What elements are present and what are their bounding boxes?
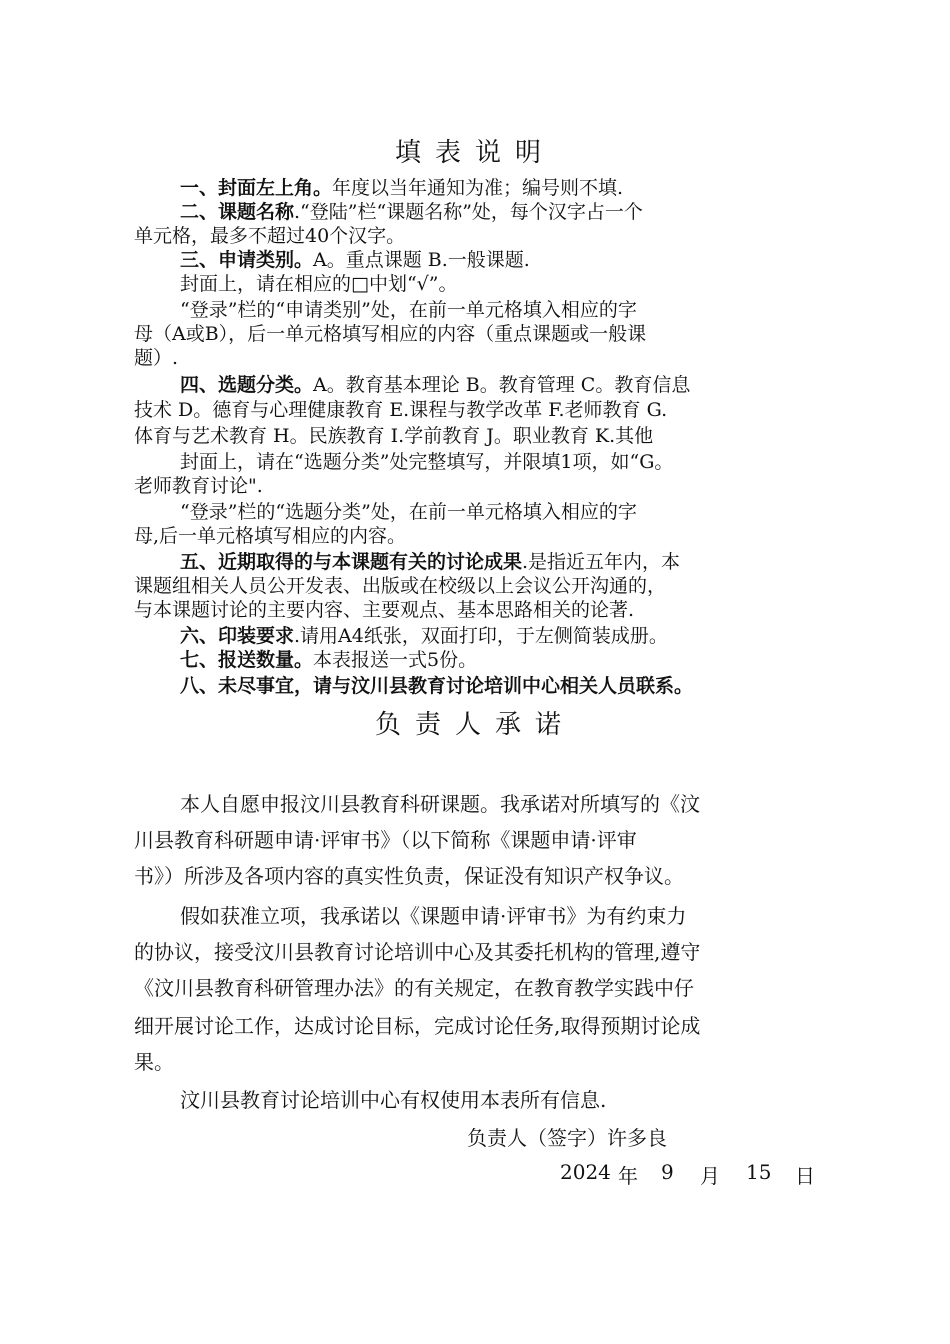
- item5-text: .是指近五年内，本: [522, 551, 681, 573]
- item8-line: [180, 674, 880, 698]
- item5-line: [180, 550, 880, 574]
- item6-heading: 六、印装要求: [180, 625, 295, 647]
- item8-text: 八、未尽事宜，请与汶川县教育讨论培训中心相关人员联系。: [180, 675, 694, 697]
- item6-line: [180, 624, 880, 648]
- item2-heading: 二、课题名称: [180, 201, 295, 223]
- instructions-title: 填表说明: [394, 138, 555, 168]
- item3-line: [180, 248, 880, 272]
- pledge-p2-line5: 果。: [134, 1050, 174, 1074]
- item4-cover-note: 封面上，请在“选题分类”处完整填写，并限填1项，如“G。: [180, 451, 674, 473]
- item7-heading: 七、报送数量。: [180, 649, 314, 671]
- item3-login-note-cont: 母（A或B），后一单元格填写相应的内容（重点课题或一般课: [134, 323, 647, 345]
- item5-heading: 五、近期取得的与本课题有关的讨论成果: [180, 551, 523, 573]
- pledge-p1-line2: 川县教育科研题申请·评审书》（以下简称《课题申请·评审: [134, 828, 637, 852]
- item3-login-note: “登录”栏的“申请类别”处，在前一单元格填入相应的字: [180, 299, 637, 321]
- pledge-p1-line3: 书》）所涉及各项内容的真实性负责，保证没有知识产权争议。: [134, 864, 684, 888]
- item5-text-end: 与本课题讨论的主要内容、主要观点、基本思路相关的论著.: [134, 599, 635, 621]
- item2-text-cont: 单元格，最多不超过40个汉字。: [134, 225, 406, 247]
- item3-text: A。重点课题 B.一般课题.: [313, 249, 530, 271]
- item4-login-note-cont: 母,后一单元格填写相应的内容。: [134, 525, 407, 547]
- pledge-title: 负责人承诺: [374, 710, 575, 740]
- date-month: 9: [661, 1160, 674, 1184]
- item4-text: A。教育基本理论 B。教育管理 C。教育信息: [313, 374, 691, 396]
- item4-text-end: 体育与艺术教育 H。民族教育 I.学前教育 J。职业教育 K.其他: [134, 425, 654, 447]
- date-month-unit: 月: [700, 1164, 720, 1188]
- item3-login-note-end: 题）.: [134, 347, 179, 369]
- item6-text: .请用A4纸张，双面打印，于左侧简装成册。: [294, 625, 668, 647]
- date-day-unit: 日: [795, 1164, 815, 1188]
- item7-line: [180, 648, 880, 672]
- item4-text-cont: 技术 D。德育与心理健康教育 E.课程与教学改革 F.老师教育 G.: [134, 399, 668, 421]
- item2-text: .“登陆”栏“课题名称”处，每个汉字占一个: [294, 201, 643, 223]
- item4-heading: 四、选题分类。: [180, 374, 314, 396]
- item7-text: 本表报送一式5份。: [313, 649, 478, 671]
- item2-line: [180, 200, 880, 224]
- item3-heading: 三、申请类别。: [180, 249, 314, 271]
- item3-cover-note: 封面上，请在相应的□中划“√”。: [180, 273, 458, 295]
- signature-line: 负责人（签字）许多良: [467, 1126, 667, 1150]
- date-year: 2024: [560, 1160, 611, 1184]
- item1-heading: 一、封面左上角。: [180, 177, 333, 199]
- pledge-p3: 汶川县教育讨论培训中心有权使用本表所有信息.: [180, 1088, 607, 1112]
- item1-text: 年度以当年通知为准；编号则不填.: [332, 177, 624, 199]
- item1-line: [180, 176, 880, 200]
- pledge-p1-line1: 本人自愿申报汶川县教育科研课题。我承诺对所填写的《汶: [180, 792, 700, 816]
- pledge-p2-line1: 假如获准立项，我承诺以《课题申请·评审书》为有约束力: [180, 904, 687, 928]
- date-day: 15: [746, 1160, 772, 1184]
- pledge-p2-line4: 细开展讨论工作，达成讨论目标，完成讨论任务,取得预期讨论成: [134, 1014, 701, 1038]
- item4-login-note: “登录”栏的“选题分类”处，在前一单元格填入相应的字: [180, 501, 637, 523]
- date-year-unit: 年: [618, 1164, 638, 1188]
- item4-line: [180, 373, 880, 397]
- pledge-p2-line3: 《汶川县教育科研管理办法》的有关规定，在教育教学实践中仔: [134, 976, 694, 1000]
- item4-cover-note-cont: 老师教育讨论".: [134, 475, 263, 497]
- pledge-p2-line2: 的协议，接受汶川县教育讨论培训中心及其委托机构的管理,遵守: [134, 940, 701, 964]
- item5-text-cont: 课题组相关人员公开发表、出版或在校级以上会议公开沟通的，: [134, 575, 667, 597]
